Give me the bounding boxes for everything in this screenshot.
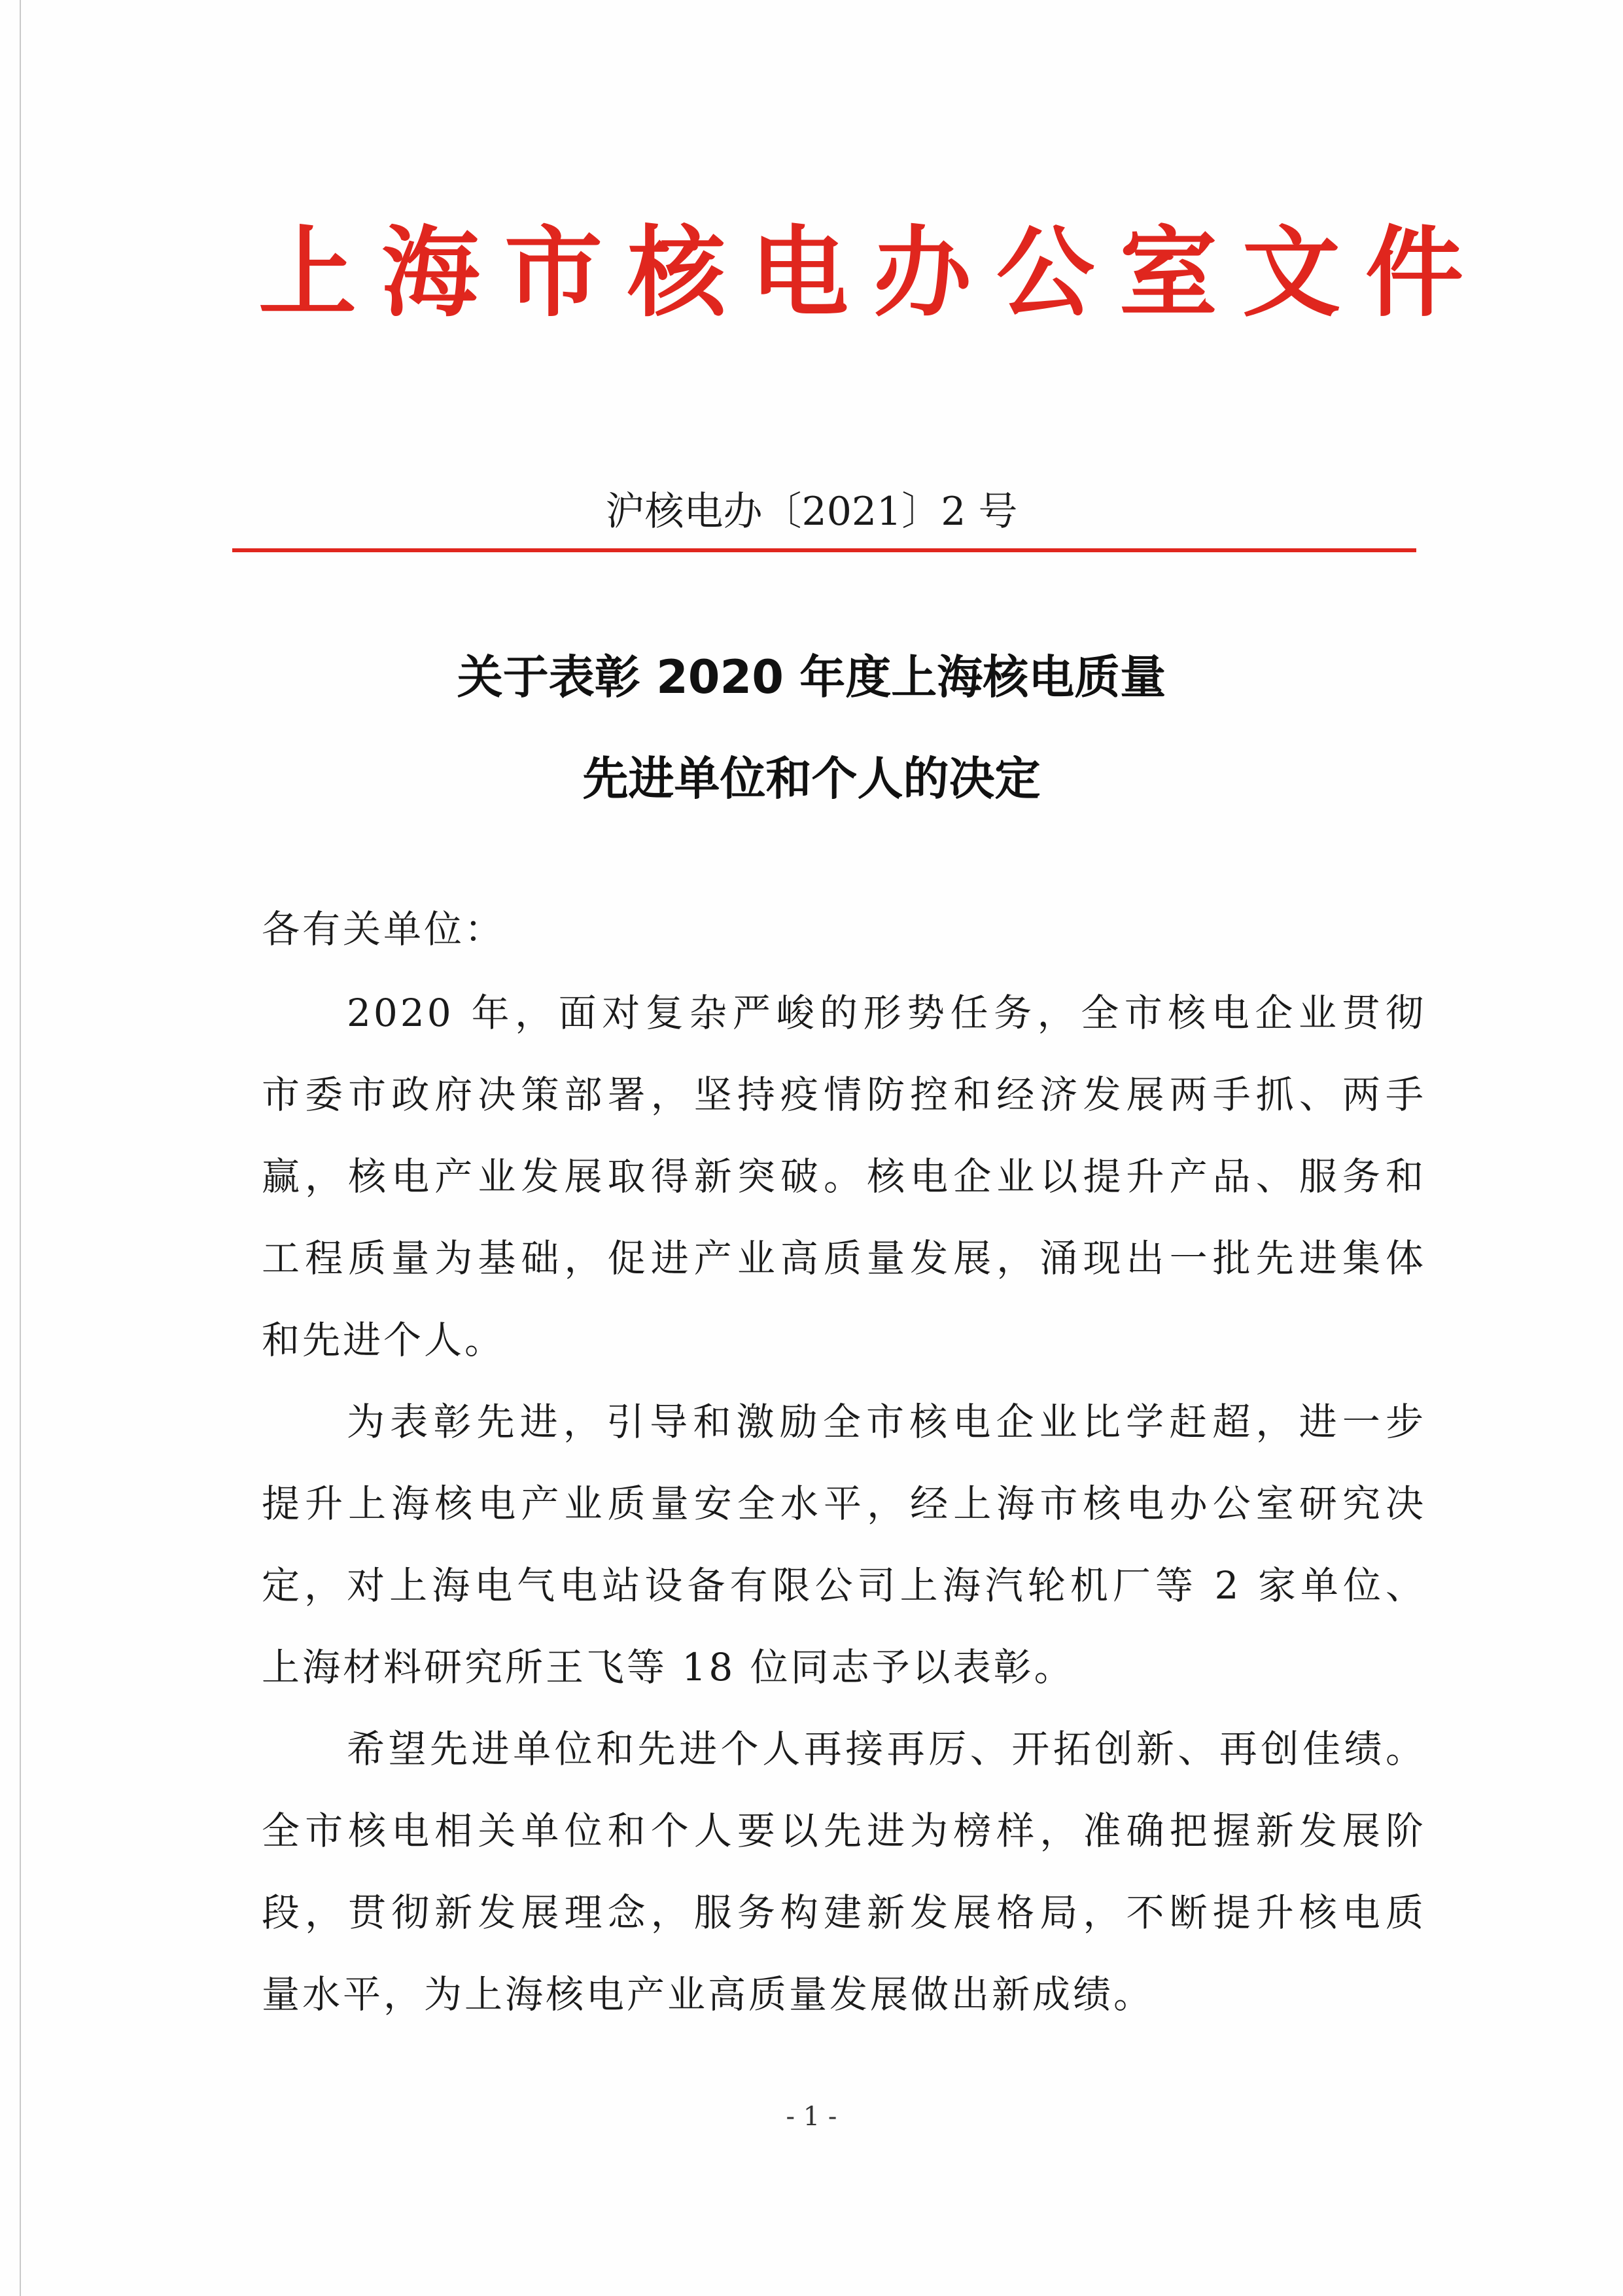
paragraph-2-line-1: 为表彰先进，引导和激励全市核电企业比学赶超，进一步 [347,1400,1426,1444]
paragraph-1-line-2: 市委市政府决策部署，坚持疫情防控和经济发展两手抓、两手 [262,1072,1426,1117]
paragraph-3-line-1: 希望先进单位和先进个人再接再厉、开拓创新、再创佳绩。 [347,1727,1426,1771]
paragraph-1-line-4: 工程质量为基础，促进产业高质量发展，涌现出一批先进集体 [262,1236,1426,1280]
document-number: 沪核电办〔2021〕2 号 [605,489,1018,535]
red-divider-line [232,548,1416,552]
paragraph-3-line-2: 全市核电相关单位和个人要以先进为榜样，准确把握新发展阶 [262,1809,1426,1853]
paragraph-2-line-3: 定，对上海电气电站设备有限公司上海汽轮机厂等 2 家单位、 [262,1563,1426,1608]
scan-edge-line [20,0,21,2296]
paragraph-3-line-3: 段，贯彻新发展理念，服务构建新发展格局，不断提升核电质 [262,1890,1426,1935]
paragraph-2-line-4: 上海材料研究所王飞等 18 位同志予以表彰。 [262,1645,1075,1689]
paragraph-3-line-4: 量水平，为上海核电产业高质量发展做出新成绩。 [262,1972,1155,2017]
document-title-line-2: 先进单位和个人的决定 [582,752,1041,805]
paragraph-2-line-2: 提升上海核电产业质量安全水平，经上海市核电办公室研究决 [262,1481,1426,1526]
paragraph-1-line-3: 赢，核电产业发展取得新突破。核电企业以提升产品、服务和 [262,1154,1426,1199]
salutation: 各有关单位： [262,907,506,951]
issuing-authority-header: 上海市核电办公室文件 [258,217,1489,330]
paragraph-1-line-5: 和先进个人。 [262,1318,506,1362]
paragraph-1-line-1: 2020 年，面对复杂严峻的形势任务，全市核电企业贯彻 [347,991,1426,1035]
page-number: - 1 - [786,2102,837,2132]
document-title-line-1: 关于表彰 2020 年度上海核电质量 [457,650,1166,704]
